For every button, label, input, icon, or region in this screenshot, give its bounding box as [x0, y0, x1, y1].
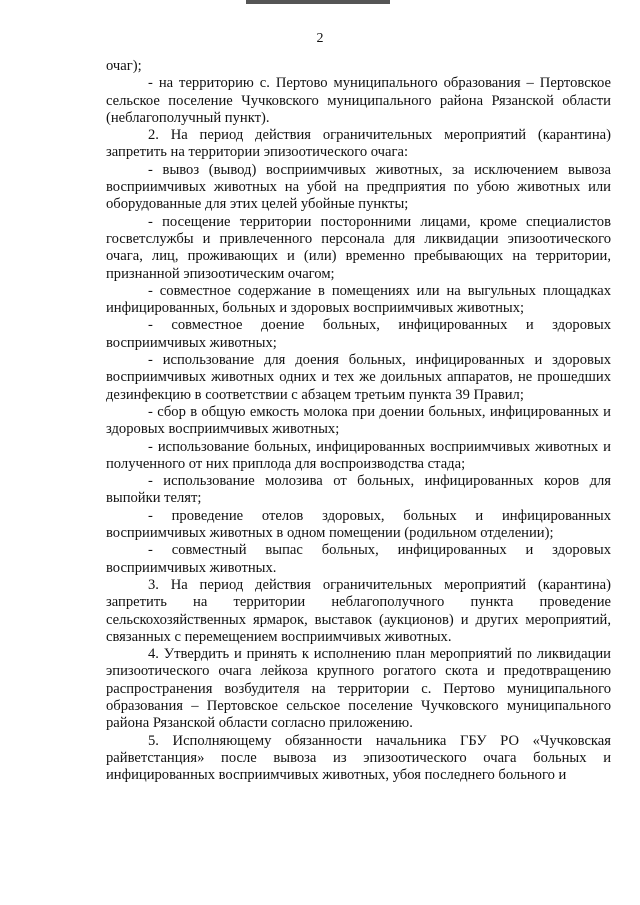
- top-edge-mark: [246, 0, 390, 4]
- paragraph: - вывоз (вывод) восприимчивых животных, за исключением вывоза восприимчивых животных на убой на предприятия по убою животных или оборудованные для этих целей убойные пункты;: [106, 161, 611, 213]
- paragraph: - использование больных, инфицированных восприимчивых животных и полученного от них приплода для воспроизводства стада;: [106, 438, 611, 472]
- paragraph: - проведение отелов здоровых, больных и инфицированных восприимчивых животных в одном помещении (родильном отделении);: [106, 507, 611, 542]
- paragraph: - совместное содержание в помещениях или на выгульных площадках инфицированных, больных и здоровых восприимчивых животных;: [106, 282, 611, 317]
- paragraph: 5. Исполняющему обязанности начальника ГБУ РО «Чучковская райветстанция» после вывоза из эпизоотического очага больных и инфицированных восприимчивых животных, убоя последнего больного и: [106, 732, 611, 784]
- page-number: 2: [316, 31, 324, 46]
- paragraph: - использование молозива от больных, инфицированных коров для выпойки телят;: [106, 473, 611, 507]
- paragraph: - посещение территории посторонними лицами, кроме специалистов госветслужбы и привлеченного персонала для ликвидации эпизоотического очага, лиц, проживающих и (или) временно пребывающих на территории, признанной эпизоотическим очагом;: [106, 213, 611, 282]
- paragraph: очаг);: [106, 58, 142, 74]
- paragraph: - сбор в общую емкость молока при доении больных, инфицированных и здоровых восприимчивых животных;: [106, 403, 611, 438]
- paragraph: - совместное доение больных, инфицированных и здоровых восприимчивых животных;: [106, 317, 611, 351]
- paragraph: 2. На период действия ограничительных мероприятий (карантина) запретить на территории эпизоотического очага:: [106, 127, 611, 161]
- paragraph: - на территорию с. Пертово муниципального образования – Пертовское сельское поселение Чучковского муниципального района Рязанской области (неблагополучный пункт).: [106, 75, 611, 126]
- paragraph: - совместный выпас больных, инфицированных и здоровых восприимчивых животных.: [106, 542, 611, 576]
- paragraph: 3. На период действия ограничительных мероприятий (карантина) запретить на территории неблагополучного пункта проведение сельскохозяйственных ярмарок, выставок (аукционов) и других мероприятий, связанных с перемещением восприимчивых животных.: [106, 576, 611, 645]
- paragraph: 4. Утвердить и принять к исполнению план мероприятий по ликвидации эпизоотического очага лейкоза крупного рогатого скота и предотвращению распространения возбудителя на территории с. Пертово муниципального образования – Пертовское сельское поселение Чучковского муниципального района Рязанской области согласно приложению.: [106, 646, 611, 732]
- document-body: [106, 58, 611, 784]
- paragraph: - использование для доения больных, инфицированных и здоровых восприимчивых животных одних и тех же доильных аппаратов, не прошедших дезинфекцию в соответствии с абзацем третьим пункта 39 Правил;: [106, 352, 611, 403]
